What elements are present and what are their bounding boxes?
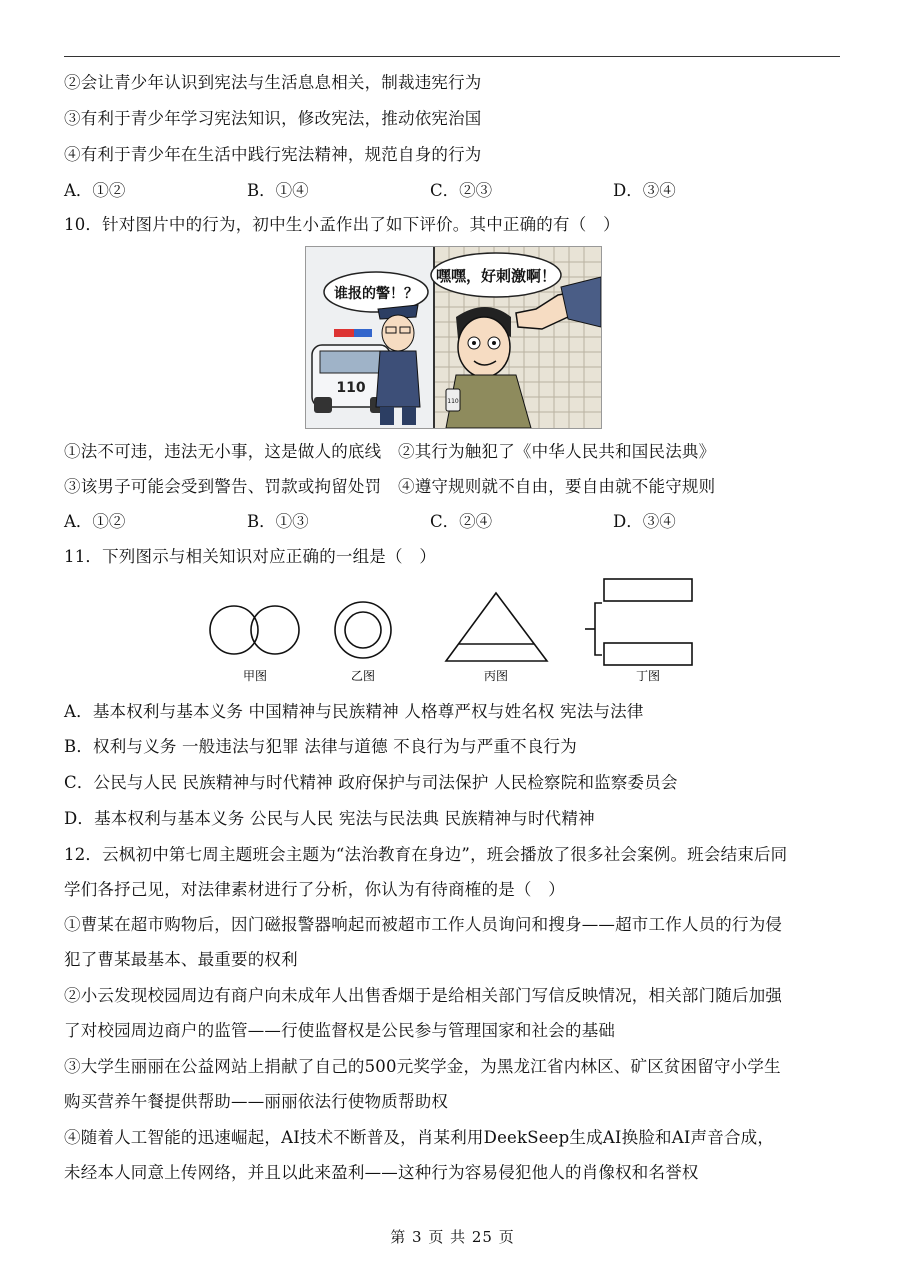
q10-stem: 10．针对图片中的行为，初中生小孟作出了如下评价。其中正确的有（ ）: [64, 215, 620, 234]
q12-item-1-line-1: ①曹某在超市购物后，因门磁报警器响起而被超市工作人员询问和搜身——超市工作人员的行为侵: [64, 915, 783, 934]
q10-item-row-1: ①法不可违，违法无小事，这是做人的底线 ②其行为触犯了《中华人民共和国民法典》: [64, 442, 716, 461]
q12-item-1-line-2: 犯了曹某最基本、最重要的权利: [64, 950, 298, 969]
q12-item-4-line-2: 未经本人同意上传网络，并且以此来盈利——这种行为容易侵犯他人的肖像权和名誉权: [64, 1163, 699, 1182]
diagram-label-yi: 乙图: [350, 669, 376, 683]
q11-diagrams: [200, 575, 710, 687]
q11-stem: 11．下列图示与相关知识对应正确的一组是（ ）: [64, 547, 437, 566]
q12-stem-line-2: 学们各抒己见，对法律素材进行了分析，你认为有待商榷的是（ ）: [64, 880, 565, 899]
q12-item-4-line-1: ④随着人工智能的迅速崛起，AI技术不断普及，肖某利用DeekSeep生成AI换脸和AI声音合成，: [64, 1128, 775, 1147]
page-footer: 第 3 页 共 25 页: [390, 1228, 515, 1246]
diagram-label-ding: 丁图: [635, 669, 661, 683]
q11-option-a: A．基本权利与基本义务 中国精神与民族精神 人格尊严权与姓名权 宪法与法律: [64, 702, 644, 721]
q10-item-row-2: ③该男子可能会受到警告、罚款或拘留处罚 ④遵守规则就不自由，要自由就不能守规则: [64, 477, 716, 496]
diagram-bing-triangle: [446, 593, 547, 661]
diagram-yi-outer-circle: [335, 602, 391, 658]
header-rule: [64, 56, 840, 57]
q10-option-a: A．①②: [64, 512, 126, 531]
diagram-yi-inner-circle: [345, 612, 381, 648]
q12-item-2-line-1: ②小云发现校园周边有商户向未成年人出售香烟于是给相关部门写信反映情况，相关部门随后加强: [64, 986, 783, 1005]
q9-option-c: C．②③: [430, 181, 493, 200]
diagram-label-jia: 甲图: [242, 669, 268, 683]
q11-option-d: D．基本权利与基本义务 公民与人民 宪法与民法典 民族精神与时代精神: [64, 809, 595, 828]
q10-option-c: C．②④: [430, 512, 493, 531]
q9-item-2: ②会让青少年认识到宪法与生活息息相关，制裁违宪行为: [64, 73, 482, 92]
q9-item-4: ④有利于青少年在生活中践行宪法精神，规范自身的行为: [64, 145, 482, 164]
q10-option-b: B．①③: [247, 512, 309, 531]
phone-number-text: 110: [447, 398, 459, 405]
q10-cartoon: [305, 246, 602, 429]
q9-option-d: D．③④: [613, 181, 676, 200]
diagram-label-bing: 丙图: [483, 669, 509, 683]
diagram-ding-box-top: [604, 579, 692, 601]
diagram-ding-bracket: [595, 603, 602, 655]
q10-option-d: D．③④: [613, 512, 676, 531]
police-speech-text: 谁报的警！？: [334, 286, 418, 302]
q9-option-a: A．①②: [64, 181, 126, 200]
diagram-ding-box-bottom: [604, 643, 692, 665]
q12-stem-line-1: 12．云枫初中第七周主题班会主题为“法治教育在身边”，班会播放了很多社会案例。班会结束后同: [64, 845, 788, 864]
car-number-text: 110: [336, 380, 366, 396]
q9-option-b: B．①④: [247, 181, 309, 200]
q11-option-b: B．权利与义务 一般违法与犯罪 法律与道德 不良行为与严重不良行为: [64, 737, 577, 756]
q12-item-2-line-2: 了对校园周边商户的监管——行使监督权是公民参与管理国家和社会的基础: [64, 1021, 616, 1040]
q11-option-c: C．公民与人民 民族精神与时代精神 政府保护与司法保护 人民检察院和监察委员会: [64, 773, 678, 792]
q12-item-3-line-2: 购买营养午餐提供帮助——丽丽依法行使物质帮助权: [64, 1092, 449, 1111]
q12-item-3-line-1: ③大学生丽丽在公益网站上捐献了自己的500元奖学金，为黑龙江省内林区、矿区贫困留守小学生: [64, 1057, 781, 1076]
man-speech-text: 嘿嘿，好刺激啊！: [435, 267, 557, 285]
q9-item-3: ③有利于青少年学习宪法知识，修改宪法，推动依宪治国: [64, 109, 482, 128]
